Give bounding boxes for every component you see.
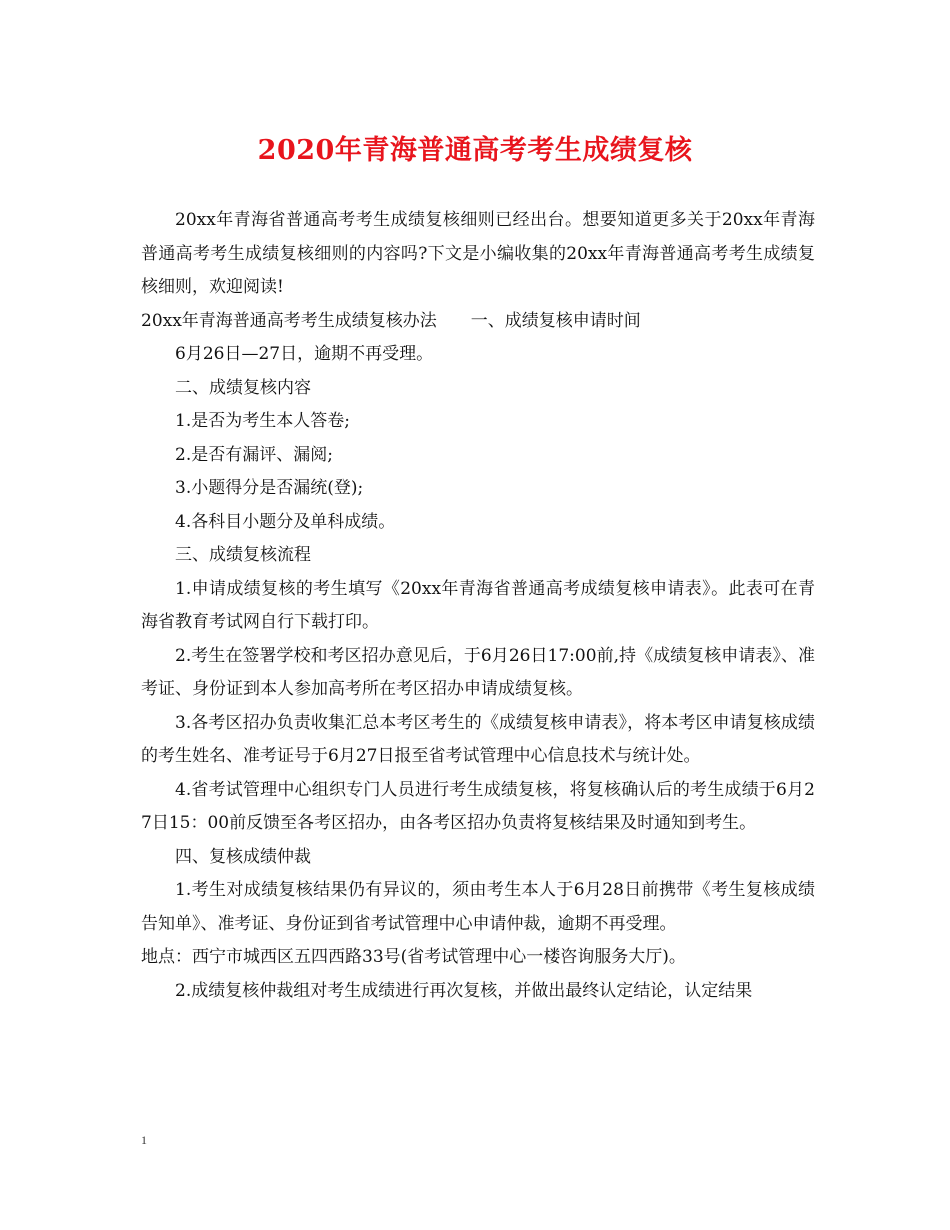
list-item: 2.成绩复核仲裁组对考生成绩进行再次复核，并做出最终认定结论，认定结果 — [175, 980, 753, 1001]
list-item: 4.省考试管理中心组织专门人员进行考生成绩复核，将复核确认后的考生成绩于6月27日15：00前反馈至各考区招办，由各考区招办负责将复核结果及时通知到考生。 — [141, 779, 815, 833]
list-item: 3.小题得分是否漏统(登); — [175, 478, 364, 498]
section-heading-line: 20xx年青海普通高考考生成绩复核办法 一、成绩复核申请时间 — [141, 310, 641, 331]
list-item: 2.是否有漏评、漏阅; — [175, 444, 333, 465]
list-item: 3.各考区招办负责收集汇总本考区考生的《成绩复核申请表》，将本考区申请复核成绩的考生姓名、准考证号于6月27日报至省考试管理中心信息技术与统计处。 — [141, 712, 815, 766]
intro-paragraph: 20xx年青海省普通高考考生成绩复核细则已经出台。想要知道更多关于20xx年青海普通高考考生成绩复核细则的内容吗?下文是小编收集的20xx年青海普通高考考生成绩复核细则，欢迎阅读! — [141, 210, 815, 297]
list-item: 1.申请成绩复核的考生填写《20xx年青海省普通高考成绩复核申请表》。此表可在青海省教育考试网自行下载打印。 — [141, 578, 815, 632]
location-line: 地点：西宁市城西区五四西路33号(省考试管理中心一楼咨询服务大厅)。 — [141, 947, 686, 967]
list-item: 1.是否为考生本人答卷; — [175, 411, 350, 431]
page-number: 1 — [141, 1133, 147, 1147]
list-item: 1.考生对成绩复核结果仍有异议的，须由考生本人于6月28日前携带《考生复核成绩告知单》、准考证、身份证到省考试管理中心申请仲裁，逾期不再受理。 — [141, 880, 815, 934]
document-title: 2020年青海普通高考考生成绩复核 — [257, 135, 693, 166]
section-heading: 四、复核成绩仲裁 — [175, 846, 311, 867]
document-body — [141, 204, 815, 1008]
application-time: 6月26日—27日，逾期不再受理。 — [175, 344, 434, 364]
section-heading: 三、成绩复核流程 — [175, 545, 311, 565]
list-item: 2.考生在签署学校和考区招办意见后，于6月26日17:00前,持《成绩复核申请表》、准考证、身份证到本人参加高考所在考区招办申请成绩复核。 — [141, 645, 815, 699]
section-heading: 二、成绩复核内容 — [175, 377, 311, 398]
list-item: 4.各科目小题分及单科成绩。 — [175, 511, 396, 532]
